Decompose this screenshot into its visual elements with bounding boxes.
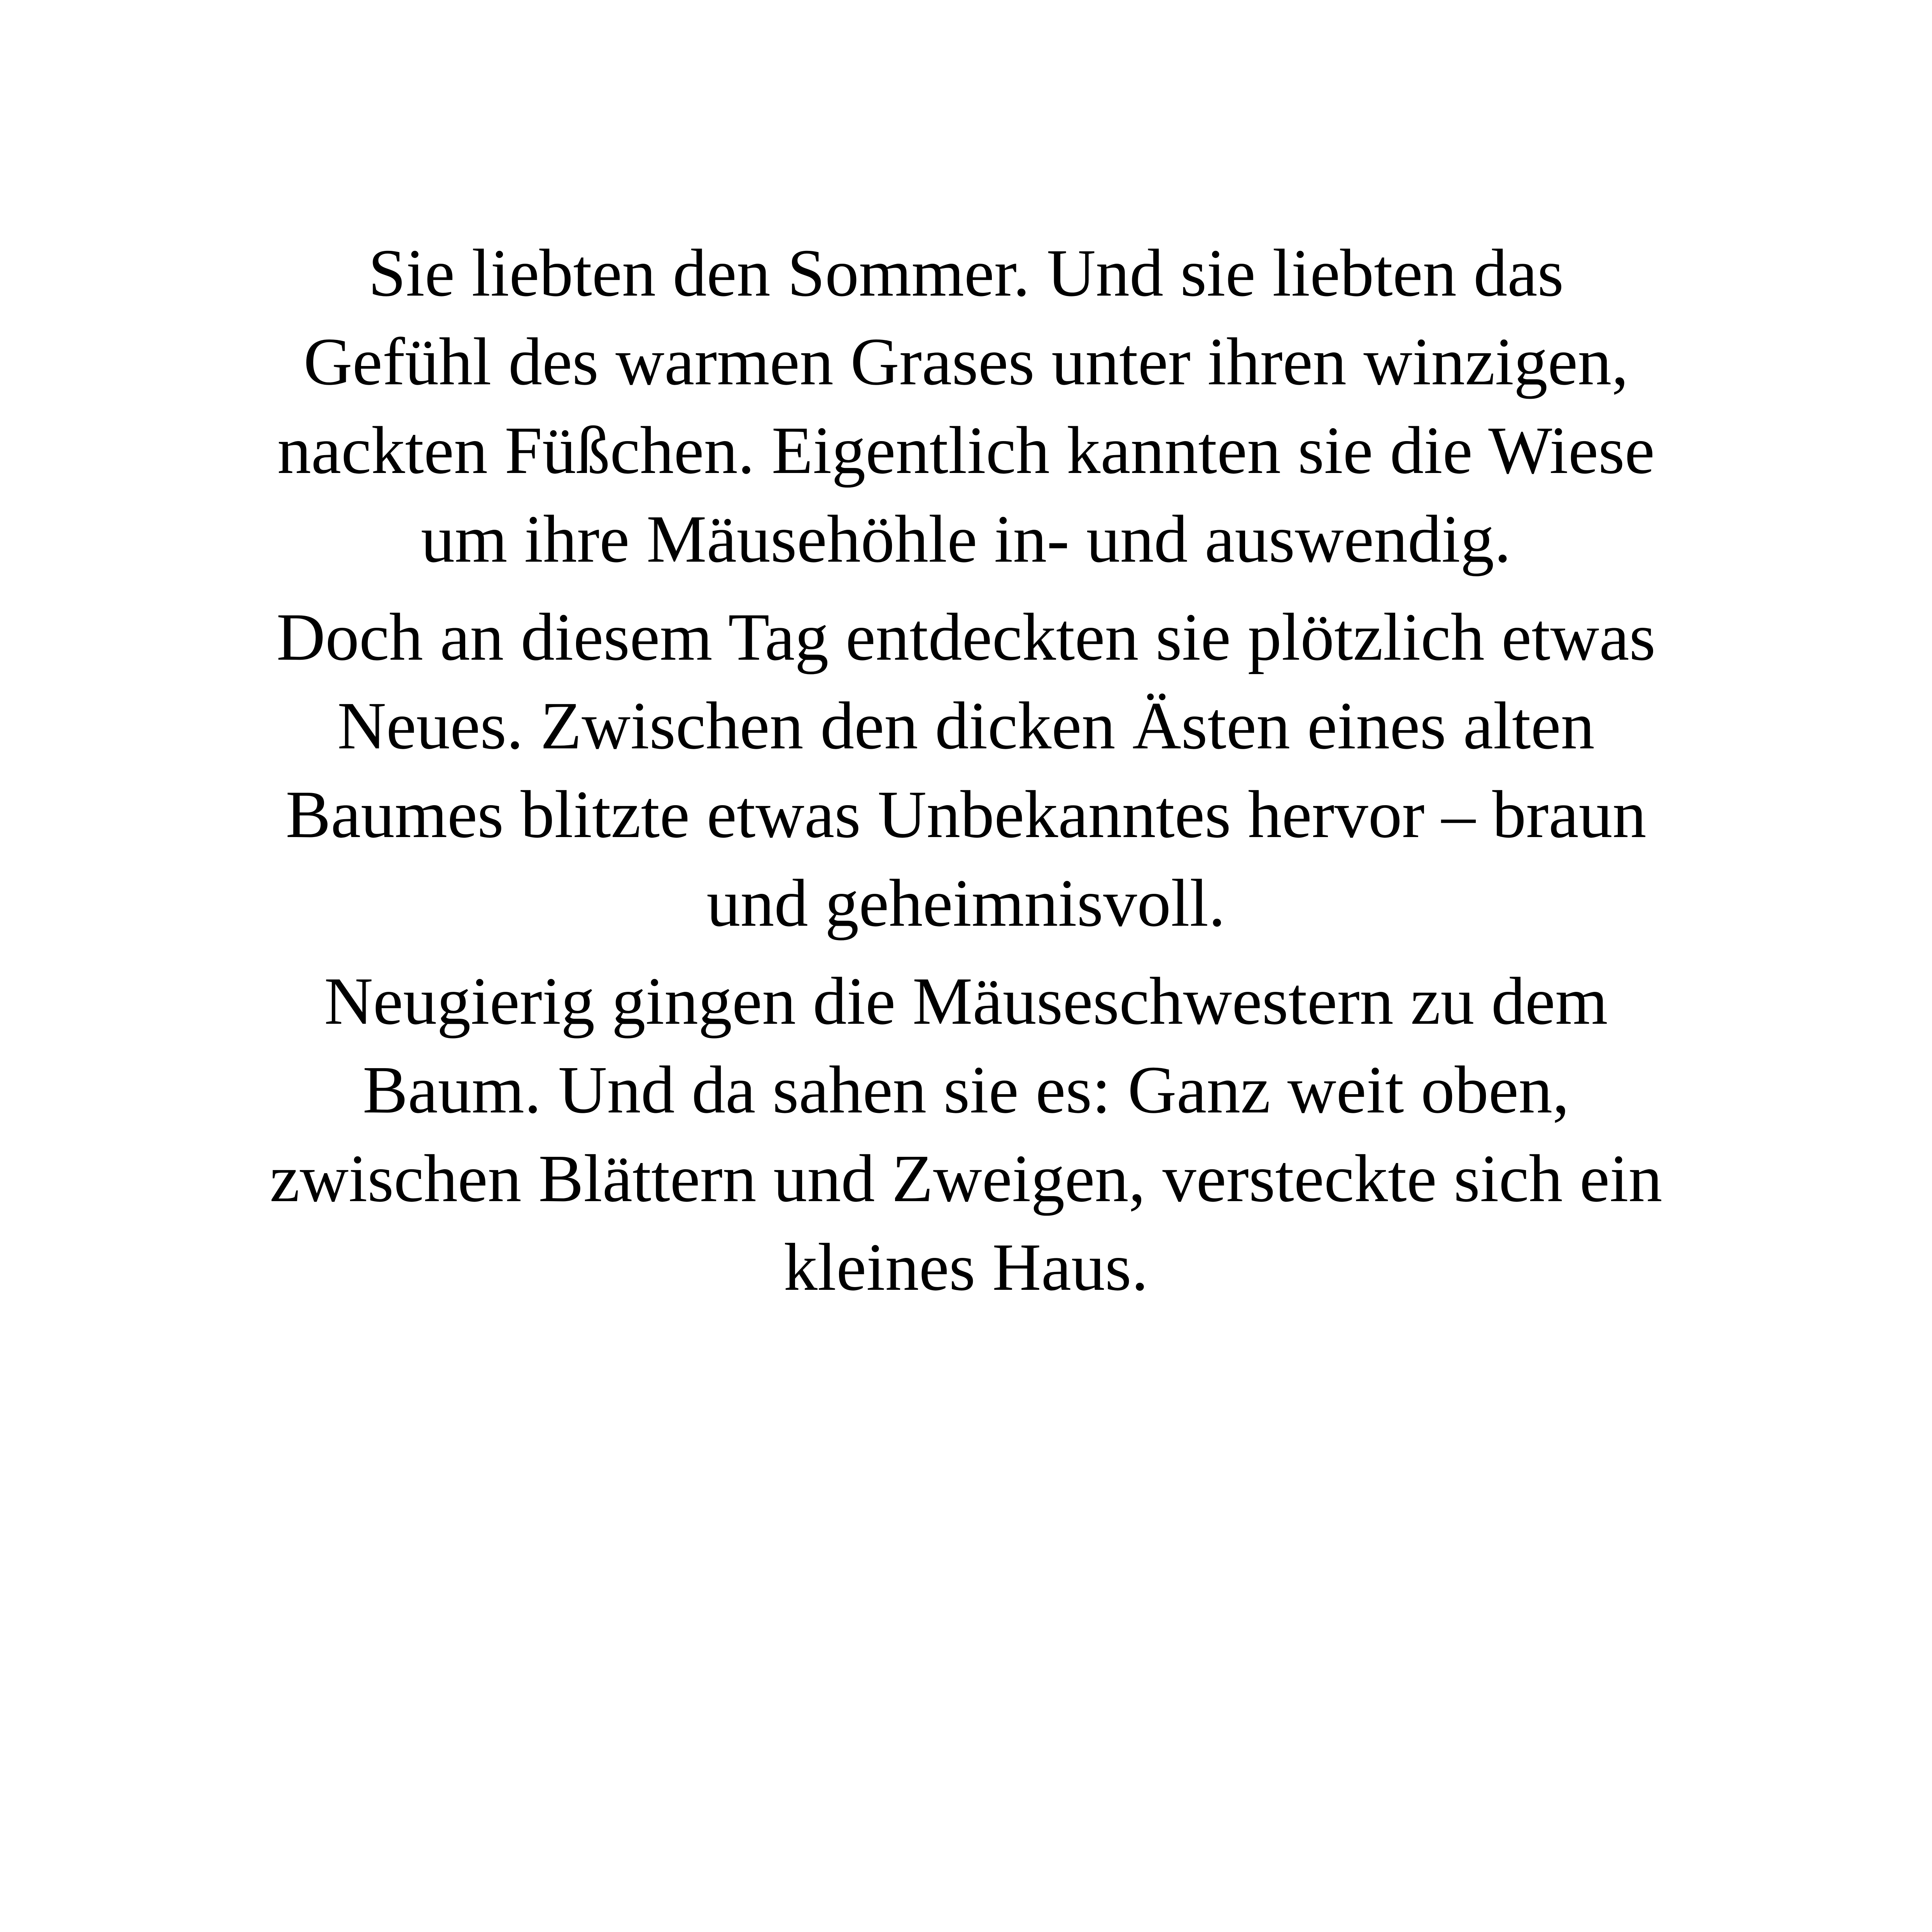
paragraph-line: Neues. Zwischen den dicken Ästen eines alten [337, 688, 1595, 763]
paragraph-3 [194, 957, 1738, 1312]
paragraph-line: Doch an diesem Tag entdeckten sie plötzlich etwas [276, 599, 1656, 674]
paragraph-line: Baumes blitzte etwas Unbekanntes hervor – braun [286, 777, 1646, 852]
paragraph-line: zwischen Blättern und Zweigen, versteckte sich ein [270, 1141, 1662, 1216]
paragraph-line: und geheimnisvoll. [706, 865, 1226, 941]
paragraph-line: kleines Haus. [783, 1230, 1149, 1305]
story-text [194, 229, 1738, 1321]
paragraph-1 [194, 229, 1738, 583]
paragraph-2 [194, 593, 1738, 948]
paragraph-line: Neugierig gingen die Mäuseschwestern zu dem [324, 963, 1608, 1039]
paragraph-line: Sie liebten den Sommer. Und sie liebten das [368, 235, 1564, 310]
paragraph-line: um ihre Mäusehöhle in- und auswendig. [421, 501, 1511, 576]
paragraph-line: Baum. Und da sahen sie es: Ganz weit oben, [363, 1052, 1569, 1127]
paragraph-line: Gefühl des warmen Grases unter ihren winzigen, [303, 324, 1629, 399]
paragraph-line: nackten Füßchen. Eigentlich kannten sie die Wiese [277, 413, 1655, 488]
